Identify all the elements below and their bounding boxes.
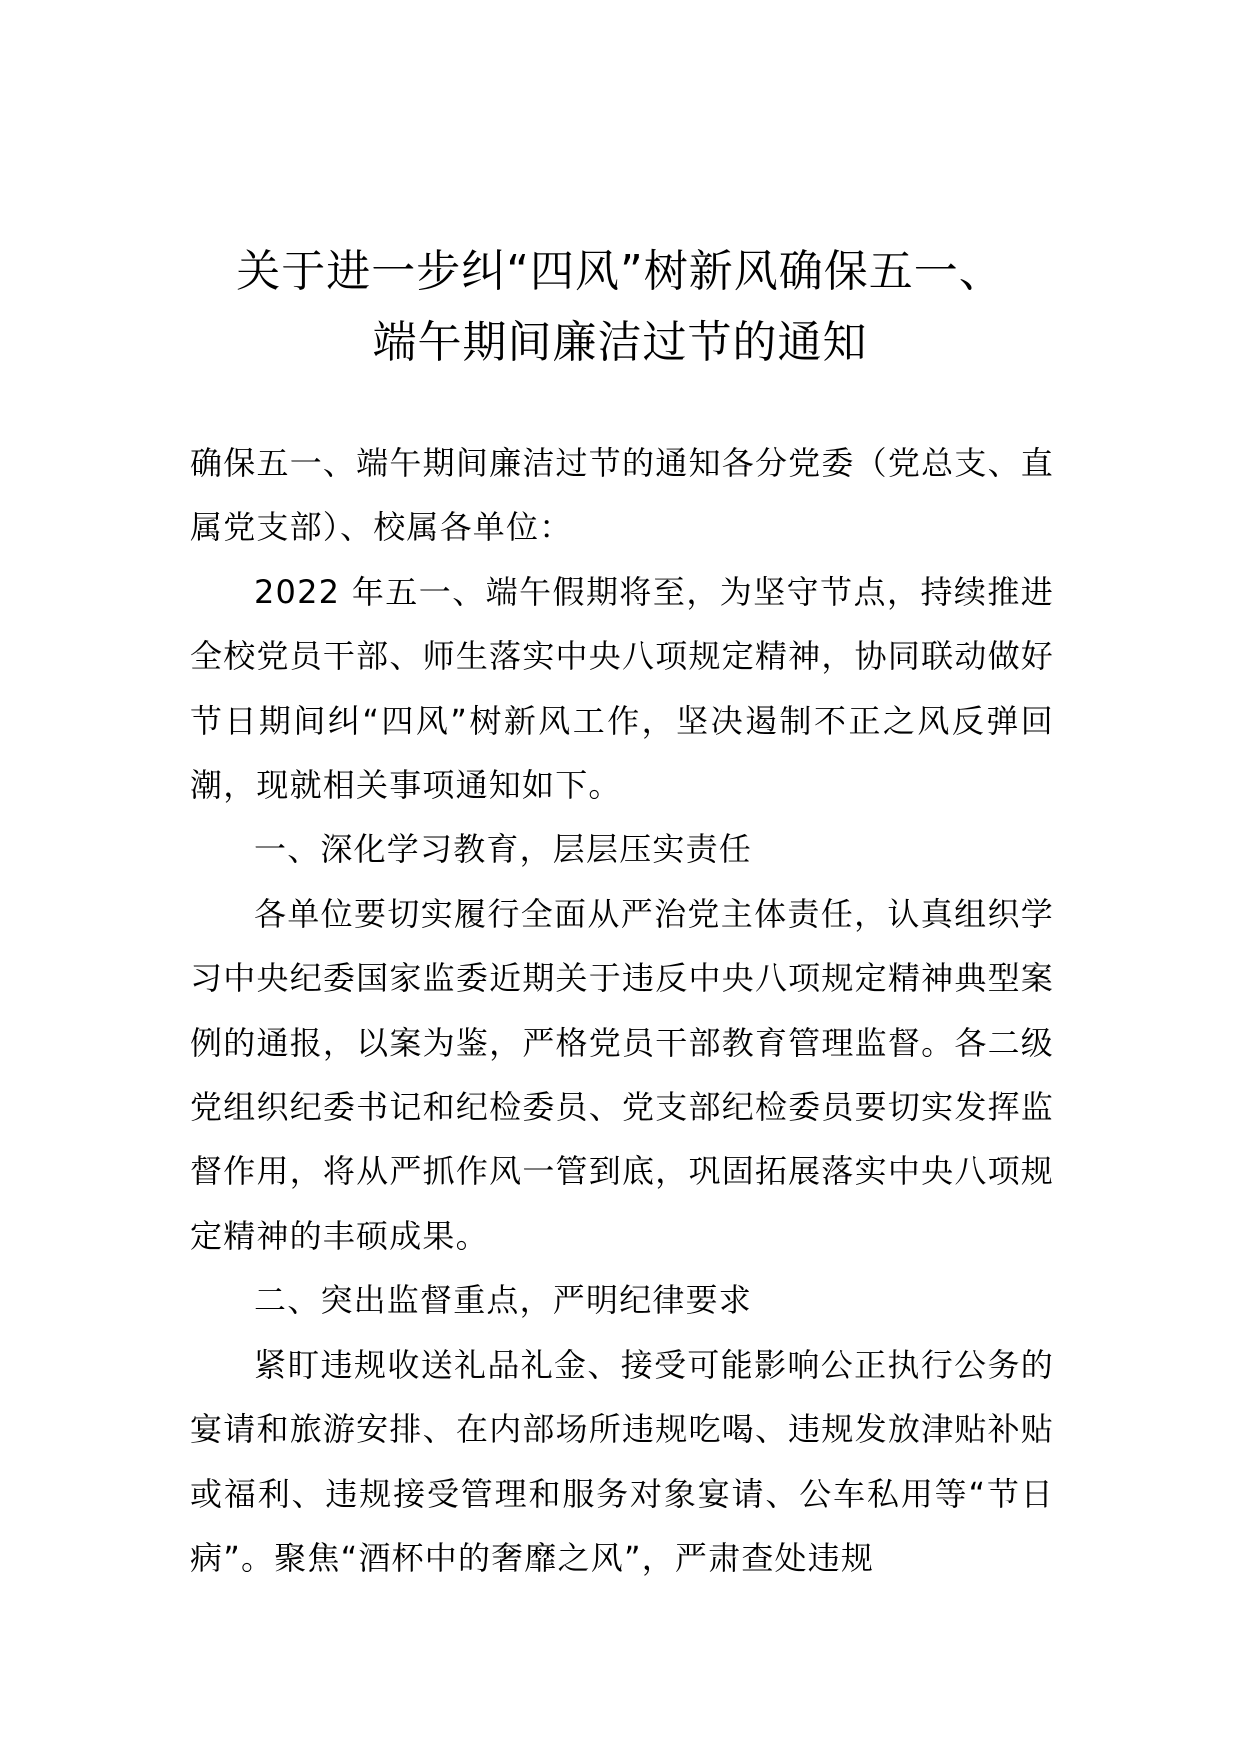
document-body bbox=[190, 431, 1054, 1590]
salutation-paragraph: 确保五一、端午期间廉洁过节的通知各分党委（党总支、直属党支部）、校属各单位： bbox=[190, 444, 1054, 547]
document-title bbox=[120, 236, 1120, 378]
title-line-2: 端午期间廉洁过节的通知 bbox=[372, 317, 868, 368]
section-2-paragraph: 紧盯违规收送礼品礼金、接受可能影响公正执行公务的宴请和旅游安排、在内部场所违规吃喝、违规发放津贴补贴或福利、违规接受管理和服务对象宴请、公车私用等“节日病”。聚焦“酒杯中的奢靡之风”，严肃查处违规 bbox=[190, 1345, 1054, 1577]
section-1-paragraph: 各单位要切实履行全面从严治党主体责任，认真组织学习中央纪委国家监委近期关于违反中央八项规定精神典型案例的通报，以案为鉴，严格党员干部教育管理监督。各二级党组织纪委书记和纪检委员、党支部纪检委员要切实发挥监督作用，将从严抓作风一管到底，巩固拓展落实中央八项规定精神的丰硕成果。 bbox=[190, 894, 1054, 1255]
intro-paragraph: 2022 年五一、端午假期将至，为坚守节点，持续推进全校党员干部、师生落实中央八项规定精神，协同联动做好节日期间纠“四风”树新风工作，坚决遏制不正之风反弹回潮，现就相关事项通知如下。 bbox=[190, 572, 1054, 805]
section-heading-2: 二、突出监督重点，严明纪律要求 bbox=[254, 1281, 753, 1320]
section-heading-1: 一、深化学习教育，层层压实责任 bbox=[254, 830, 753, 869]
title-line-1: 关于进一步纠“四风”树新风确保五一、 bbox=[236, 246, 1004, 297]
